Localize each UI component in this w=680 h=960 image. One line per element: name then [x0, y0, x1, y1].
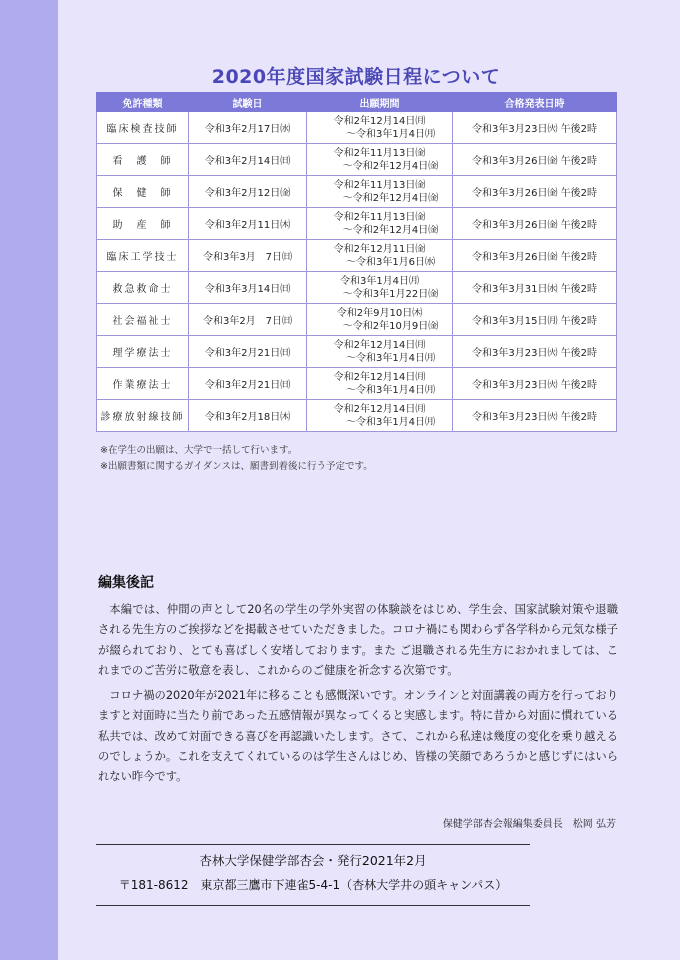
footer-divider	[96, 905, 530, 906]
application-period-cell	[307, 176, 453, 208]
period-start: 令和2年11月13日㈮	[333, 147, 426, 159]
exam-date-cell: 令和3年2月18日㈭	[189, 400, 307, 432]
table-row	[97, 144, 617, 176]
table-row	[97, 240, 617, 272]
afterword-paragraph: 本編では、仲間の声として20名の学生の学外実習の体験談をはじめ、学生会、国家試験対策や退職される先生方のご挨拶などを掲載させていただきました。コロナ禍にも関わらず各学科から元気な様子が綴られており、とても喜ばしく安堵しております。また ご退職される先生方におかれましては、これまでのご苦労に敬意を表し、これからのご健康を祈念する次第です。	[98, 603, 618, 677]
exam-date-cell: 令和3年2月14日㈰	[189, 144, 307, 176]
exam-date-cell: 令和3年2月 7日㈰	[189, 304, 307, 336]
footer-divider	[96, 844, 530, 845]
license-type-cell: 社会福祉士	[97, 304, 189, 336]
exam-date-cell: 令和3年2月12日㈮	[189, 176, 307, 208]
result-date-cell: 令和3年3月15日㈪ 午後2時	[453, 304, 617, 336]
header-result-date: 合格発表日時	[453, 93, 617, 112]
period-start: 令和2年12月11日㈮	[333, 243, 426, 255]
period-end: 〜令和3年1月4日㈪	[345, 128, 436, 140]
header-exam-date: 試験日	[189, 93, 307, 112]
exam-date-cell: 令和3年2月21日㈰	[189, 368, 307, 400]
table-header-row	[97, 93, 617, 112]
period-start: 令和2年12月14日㈪	[333, 115, 426, 127]
license-type-cell: 診療放射線技師	[97, 400, 189, 432]
afterword-paragraph: コロナ禍の2020年が2021年に移ることも感慨深いです。オンラインと対面講義の両方を行っておりますと対面時に当たり前であった五感情報が異なってくると実感します。特に昔から対面に慣れている私共では、改めて対面できる喜びを再認識いたします。さて、これから私達は幾度の変化を乗り越えるのでしょうか。これを支えてくれているのは学生さんはじめ、皆様の笑顔であろうかと感じずにはいられない昨今です。	[98, 689, 618, 784]
page-title: 2020年度国家試験日程について	[211, 66, 501, 88]
result-date-cell: 令和3年3月26日㈮ 午後2時	[453, 240, 617, 272]
application-period-cell	[307, 144, 453, 176]
table-row	[97, 272, 617, 304]
table-row	[97, 400, 617, 432]
table-row	[97, 208, 617, 240]
period-end: 〜令和3年1月6日㈬	[345, 256, 436, 268]
table-row	[97, 176, 617, 208]
address-line: 〒181-8612 東京都三鷹市下連雀5-4-1（杏林大学井の頭キャンパス）	[118, 878, 508, 892]
table-row	[97, 304, 617, 336]
license-type-cell: 臨床検査技師	[97, 112, 189, 144]
application-period-cell	[307, 112, 453, 144]
license-type-cell: 保 健 師	[97, 176, 189, 208]
notes	[100, 443, 373, 475]
application-period-cell	[307, 208, 453, 240]
license-type-cell: 理学療法士	[97, 336, 189, 368]
application-period-cell	[307, 368, 453, 400]
period-end: 〜令和2年12月4日㈮	[342, 160, 439, 172]
header-license-type: 免許種類	[97, 93, 189, 112]
publisher-line: 杏林大学保健学部杏会・発行2021年2月	[199, 853, 427, 868]
period-start: 令和2年11月13日㈮	[333, 211, 426, 223]
note-line: ※出願書類に関するガイダンスは、願書到着後に行う予定です。	[100, 461, 373, 472]
period-start: 令和2年12月14日㈪	[333, 403, 426, 415]
period-end: 〜令和3年1月4日㈪	[345, 416, 436, 428]
license-type-cell: 臨床工学技士	[97, 240, 189, 272]
period-end: 〜令和3年1月22日㈮	[342, 288, 439, 300]
exam-schedule-table	[96, 92, 617, 432]
editor-signature: 保健学部杏会報編集委員長 松岡 弘芳	[442, 819, 616, 830]
result-date-cell: 令和3年3月23日㈫ 午後2時	[453, 112, 617, 144]
period-start: 令和2年11月13日㈮	[333, 179, 426, 191]
application-period-cell	[307, 304, 453, 336]
period-start: 令和2年9月10日㈭	[336, 307, 423, 319]
result-date-cell: 令和3年3月26日㈮ 午後2時	[453, 208, 617, 240]
header-application-period: 出願期間	[307, 93, 453, 112]
period-end: 〜令和2年12月4日㈮	[342, 224, 439, 236]
result-date-cell: 令和3年3月23日㈫ 午後2時	[453, 400, 617, 432]
exam-date-cell: 令和3年2月17日㈬	[189, 112, 307, 144]
table-row	[97, 336, 617, 368]
exam-date-cell: 令和3年3月14日㈰	[189, 272, 307, 304]
afterword-heading: 編集後記	[98, 575, 154, 591]
afterword-body	[98, 600, 618, 793]
application-period-cell	[307, 272, 453, 304]
sidebar-band	[0, 0, 58, 960]
exam-date-cell: 令和3年2月11日㈭	[189, 208, 307, 240]
period-start: 令和2年12月14日㈪	[333, 339, 426, 351]
period-end: 〜令和3年1月4日㈪	[345, 384, 436, 396]
result-date-cell: 令和3年3月23日㈫ 午後2時	[453, 336, 617, 368]
period-start: 令和2年12月14日㈪	[333, 371, 426, 383]
result-date-cell: 令和3年3月23日㈫ 午後2時	[453, 368, 617, 400]
application-period-cell	[307, 240, 453, 272]
license-type-cell: 助 産 師	[97, 208, 189, 240]
application-period-cell	[307, 400, 453, 432]
period-end: 〜令和2年10月9日㈮	[342, 320, 439, 332]
exam-date-cell: 令和3年2月21日㈰	[189, 336, 307, 368]
period-end: 〜令和3年1月4日㈪	[345, 352, 436, 364]
result-date-cell: 令和3年3月31日㈬ 午後2時	[453, 272, 617, 304]
table-row	[97, 368, 617, 400]
table-row	[97, 112, 617, 144]
license-type-cell: 作業療法士	[97, 368, 189, 400]
exam-date-cell: 令和3年3月 7日㈰	[189, 240, 307, 272]
license-type-cell: 看 護 師	[97, 144, 189, 176]
license-type-cell: 救急救命士	[97, 272, 189, 304]
application-period-cell	[307, 336, 453, 368]
result-date-cell: 令和3年3月26日㈮ 午後2時	[453, 176, 617, 208]
period-start: 令和3年1月4日㈪	[339, 275, 420, 287]
note-line: ※在学生の出願は、大学で一括して行います。	[100, 445, 298, 456]
result-date-cell: 令和3年3月26日㈮ 午後2時	[453, 144, 617, 176]
period-end: 〜令和2年12月4日㈮	[342, 192, 439, 204]
